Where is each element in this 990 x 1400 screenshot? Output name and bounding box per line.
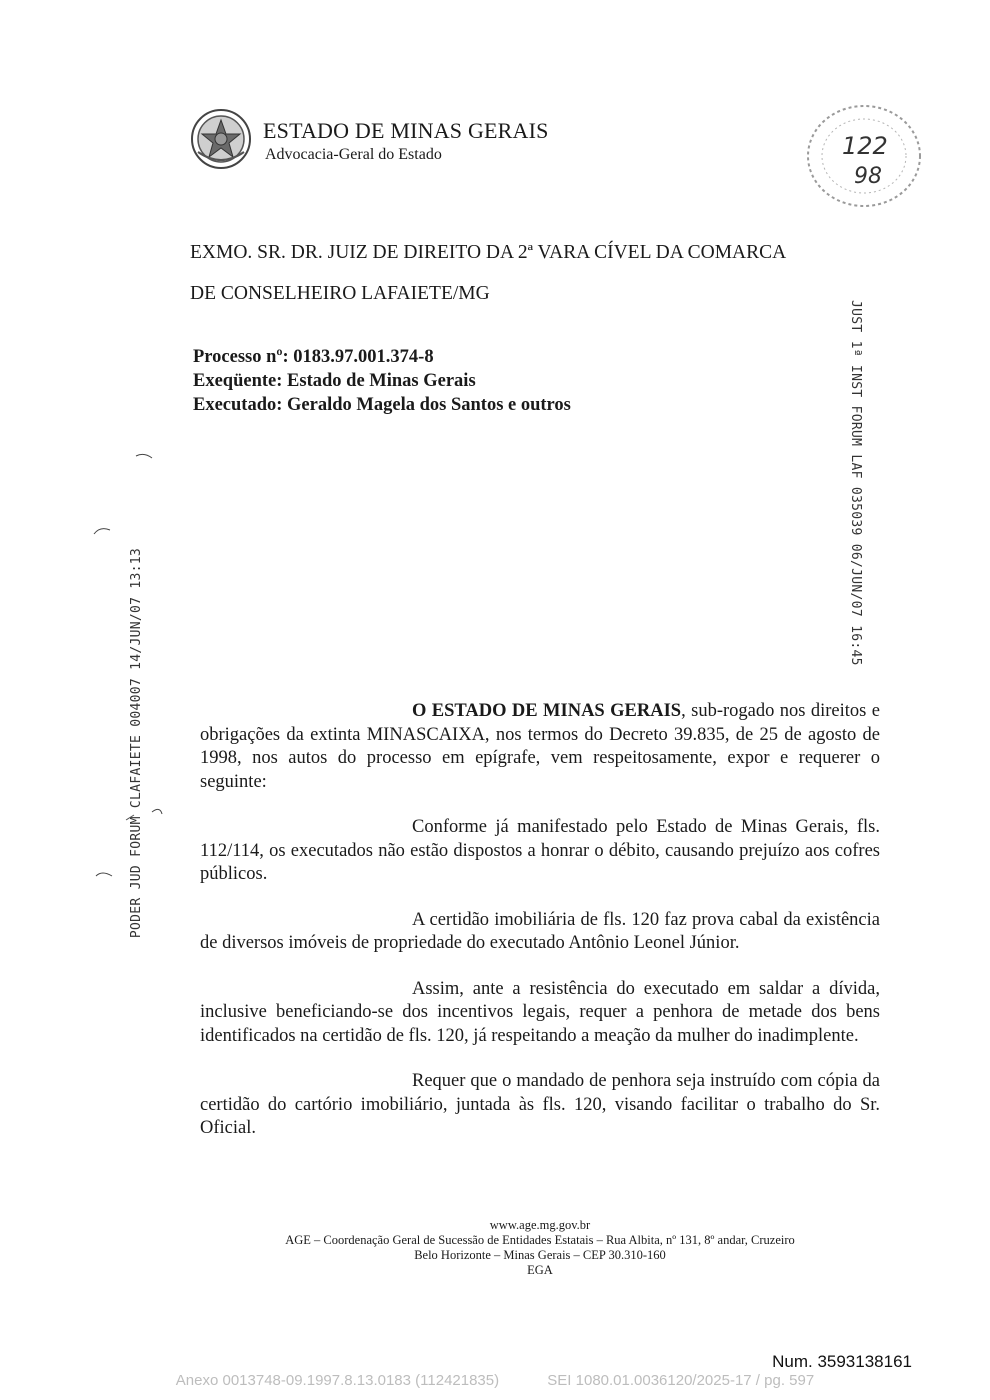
addressee-line-2: DE CONSELHEIRO LAFAIETE/MG [190,283,490,304]
handwritten-page-number: 122 [842,132,888,160]
coat-of-arms-seal-icon [190,108,252,170]
handwritten-alt-number: 98 [854,164,882,189]
letterhead-footer [200,1218,880,1278]
annex-id: Anexo 0013748-09.1997.8.13.0183 (112421835) [175,1372,500,1389]
protocol-stamp-right: JUST 1ª INST FORUM LAF 035039 06/JUN/07 16:45 [848,300,863,666]
paragraph-intro-bold: O ESTADO DE MINAS GERAIS [412,701,682,721]
sei-reference: SEI 1080.01.0036120/2025-17 / pg. 597 [547,1372,815,1389]
petition-body [200,700,880,1163]
footer-initials: EGA [527,1263,553,1277]
process-number: Processo nº: 0183.97.001.374-8 [193,347,434,367]
header-subtitle: Advocacia-Geral do Estado [265,146,442,163]
process-executado: Executado: Geraldo Magela dos Santos e outros [193,395,571,415]
footer-website: www.age.mg.gov.br [489,1218,591,1232]
header-title: ESTADO DE MINAS GERAIS [263,118,549,143]
footer-address-2: Belo Horizonte – Minas Gerais – CEP 30.310-160 [414,1248,666,1262]
paragraph-5: Requer que o mandado de penhora seja instruído com cópia da certidão do cartório imobiliário, juntada às fls. 120, visando facilitar o trabalho do Sr. Oficial. [200,1071,880,1138]
document-number: Num. 3593138161 [772,1352,912,1371]
process-exequente: Exeqüente: Estado de Minas Gerais [193,371,476,391]
addressee [190,232,880,314]
court-stamp [800,98,928,218]
process-info [193,345,571,417]
footer-address-1: AGE – Coordenação Geral de Sucessão de Entidades Estatais – Rua Albita, nº 131, 8º andar, Cruzeiro [285,1233,795,1247]
paragraph-2: Conforme já manifestado pelo Estado de Minas Gerais, fls. 112/114, os executados não estão dispostos a honrar o débito, causando prejuízo aos cofres públicos. [200,817,880,884]
annex-watermark [0,1372,990,1389]
scan-marks-icon [86,440,166,900]
addressee-line-1: EXMO. SR. DR. JUIZ DE DIREITO DA 2ª VARA CÍVEL DA COMARCA [190,242,787,263]
paragraph-intro [200,700,880,794]
paragraph-3: A certidão imobiliária de fls. 120 faz prova cabal da existência de diversos imóveis de propriedade do executado Antônio Leonel Júnior. [200,909,880,953]
paragraph-4: Assim, ante a resistência do executado em saldar a dívida, inclusive beneficiando-se dos incentivos legais, requer a penhora de metade dos bens identificados na certidão de fls. 120, já respeitando a meação da mulher do inadimplente. [200,978,880,1046]
protocol-stamp-left: PODER JUD FORUM CLAFAIETE 004007 14/JUN/07 13:13 [129,548,144,939]
paragraph-intro-text: , sub-rogado nos direitos e obrigações da extinta MINASCAIXA, nos termos do Decreto 39.835, de 25 de agosto de 1998, nos autos do processo em epígrafe, vem respeitosamente, expor e requerer o seguinte: [200,701,881,792]
